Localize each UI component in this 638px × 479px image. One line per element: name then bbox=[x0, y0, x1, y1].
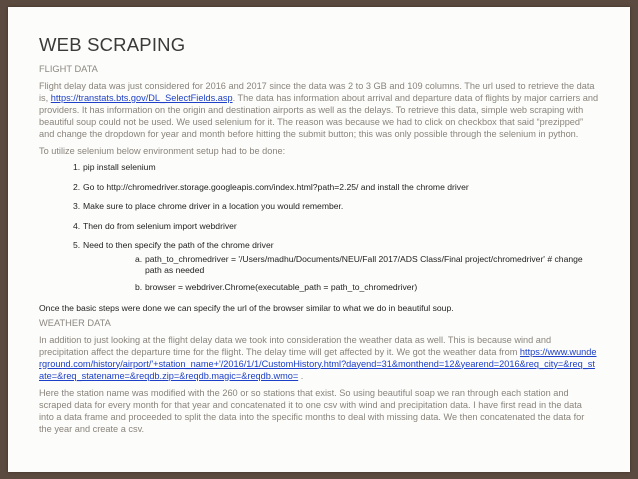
step-text: Then do from selenium import webdriver bbox=[83, 220, 237, 231]
list-item bbox=[39, 240, 599, 293]
flight-text-b: . The data has information about arrival and departure data of flights by major carriers and providers. It has information on the origin and destination airports as well as the delays. To retrieve this data, simple web scraping with beautiful soup could not be used. We used selenium for it. The reason was because we had to click on checkbox that said “prezipped” and change the dropdown for year and month before hitting the submit button; this was only possible through the selenium in python. bbox=[39, 93, 599, 139]
list-item bbox=[83, 254, 599, 276]
weather-text-b: . bbox=[298, 370, 304, 381]
list-item bbox=[39, 162, 599, 173]
list-item bbox=[39, 201, 599, 212]
slide-title: WEB SCRAPING bbox=[39, 34, 186, 55]
substep-letter: a. bbox=[135, 254, 143, 264]
list-item bbox=[39, 221, 599, 232]
step-text: pip install selenium bbox=[83, 162, 156, 172]
step-text: Make sure to place chrome driver in a location you would remember. bbox=[83, 201, 344, 211]
flight-data-paragraph bbox=[39, 80, 599, 140]
step-number: 2. bbox=[73, 181, 81, 192]
step-number: 4. bbox=[73, 220, 81, 231]
basic-steps-note: Once the basic steps were done we can specify the url of the browser similar to what we do in beautiful soup. bbox=[39, 302, 454, 313]
station-paragraph: Here the station name was modified with the 260 or so stations that exist. So using beautiful soap we ran through each station and scraped data for every month for that year and concatenated it to one csv with wind and precipitation data. I have first read in the data into a data frame and proceeded to split the data into the specific months to deal with missing data. We then concatenated the data for the year and create a csv. bbox=[39, 387, 585, 434]
transtats-link[interactable]: https://transtats.bts.gov/DL_SelectFields.asp bbox=[50, 93, 233, 103]
list-item bbox=[39, 182, 599, 193]
flight-text-a: Flight delay data was just considered for 2016 and 2017 since the data was 2 to 3 GB and 109 columns. The url used to retrieve the data is, bbox=[39, 81, 595, 103]
weather-text-a: In addition to just looking at the flight delay data we took into consideration the weather data as well. This is because wind and precipitation affect the departure time for the flight. The delay time will get affected by it. We got the weather data from bbox=[39, 334, 552, 357]
wunderground-link[interactable]: https://www.wunderground.com/history/airport/'+station_name+'/2016/1/1/CustomHistory.html?dayend=31&monthend=12&yearend=2016&req_city=&req_state=&req_statename=&reqdb.zip=&reqdb.magic=&reqdb.wmo= bbox=[39, 346, 597, 381]
step-number: 1. bbox=[73, 162, 81, 172]
setup-intro: To utilize selenium below environment setup had to be done: bbox=[39, 146, 286, 156]
slide bbox=[8, 7, 630, 472]
step-text: Go to http://chromedriver.storage.googleapis.com/index.html?path=2.25/ and install the chrome driver bbox=[83, 181, 469, 192]
weather-data-paragraph bbox=[39, 334, 599, 382]
substeps-list bbox=[83, 254, 599, 293]
slide-content bbox=[39, 60, 599, 440]
weather-data-heading: WEATHER DATA bbox=[39, 317, 111, 328]
step-number: 3. bbox=[73, 201, 81, 211]
flight-data-heading: FLIGHT DATA bbox=[39, 64, 98, 74]
setup-steps-list bbox=[39, 162, 599, 293]
list-item bbox=[83, 282, 599, 293]
substep-text: path_to_chromedriver = '/Users/madhu/Documents/NEU/Fall 2017/ADS Class/Final project/chromedriver' # change path as needed bbox=[145, 254, 583, 275]
substep-text: browser = webdriver.Chrome(executable_path = path_to_chromedriver) bbox=[145, 282, 418, 292]
substep-letter: b. bbox=[135, 282, 143, 292]
step-text: Need to then specify the path of the chrome driver bbox=[83, 240, 274, 250]
step-number: 5. bbox=[73, 240, 81, 250]
